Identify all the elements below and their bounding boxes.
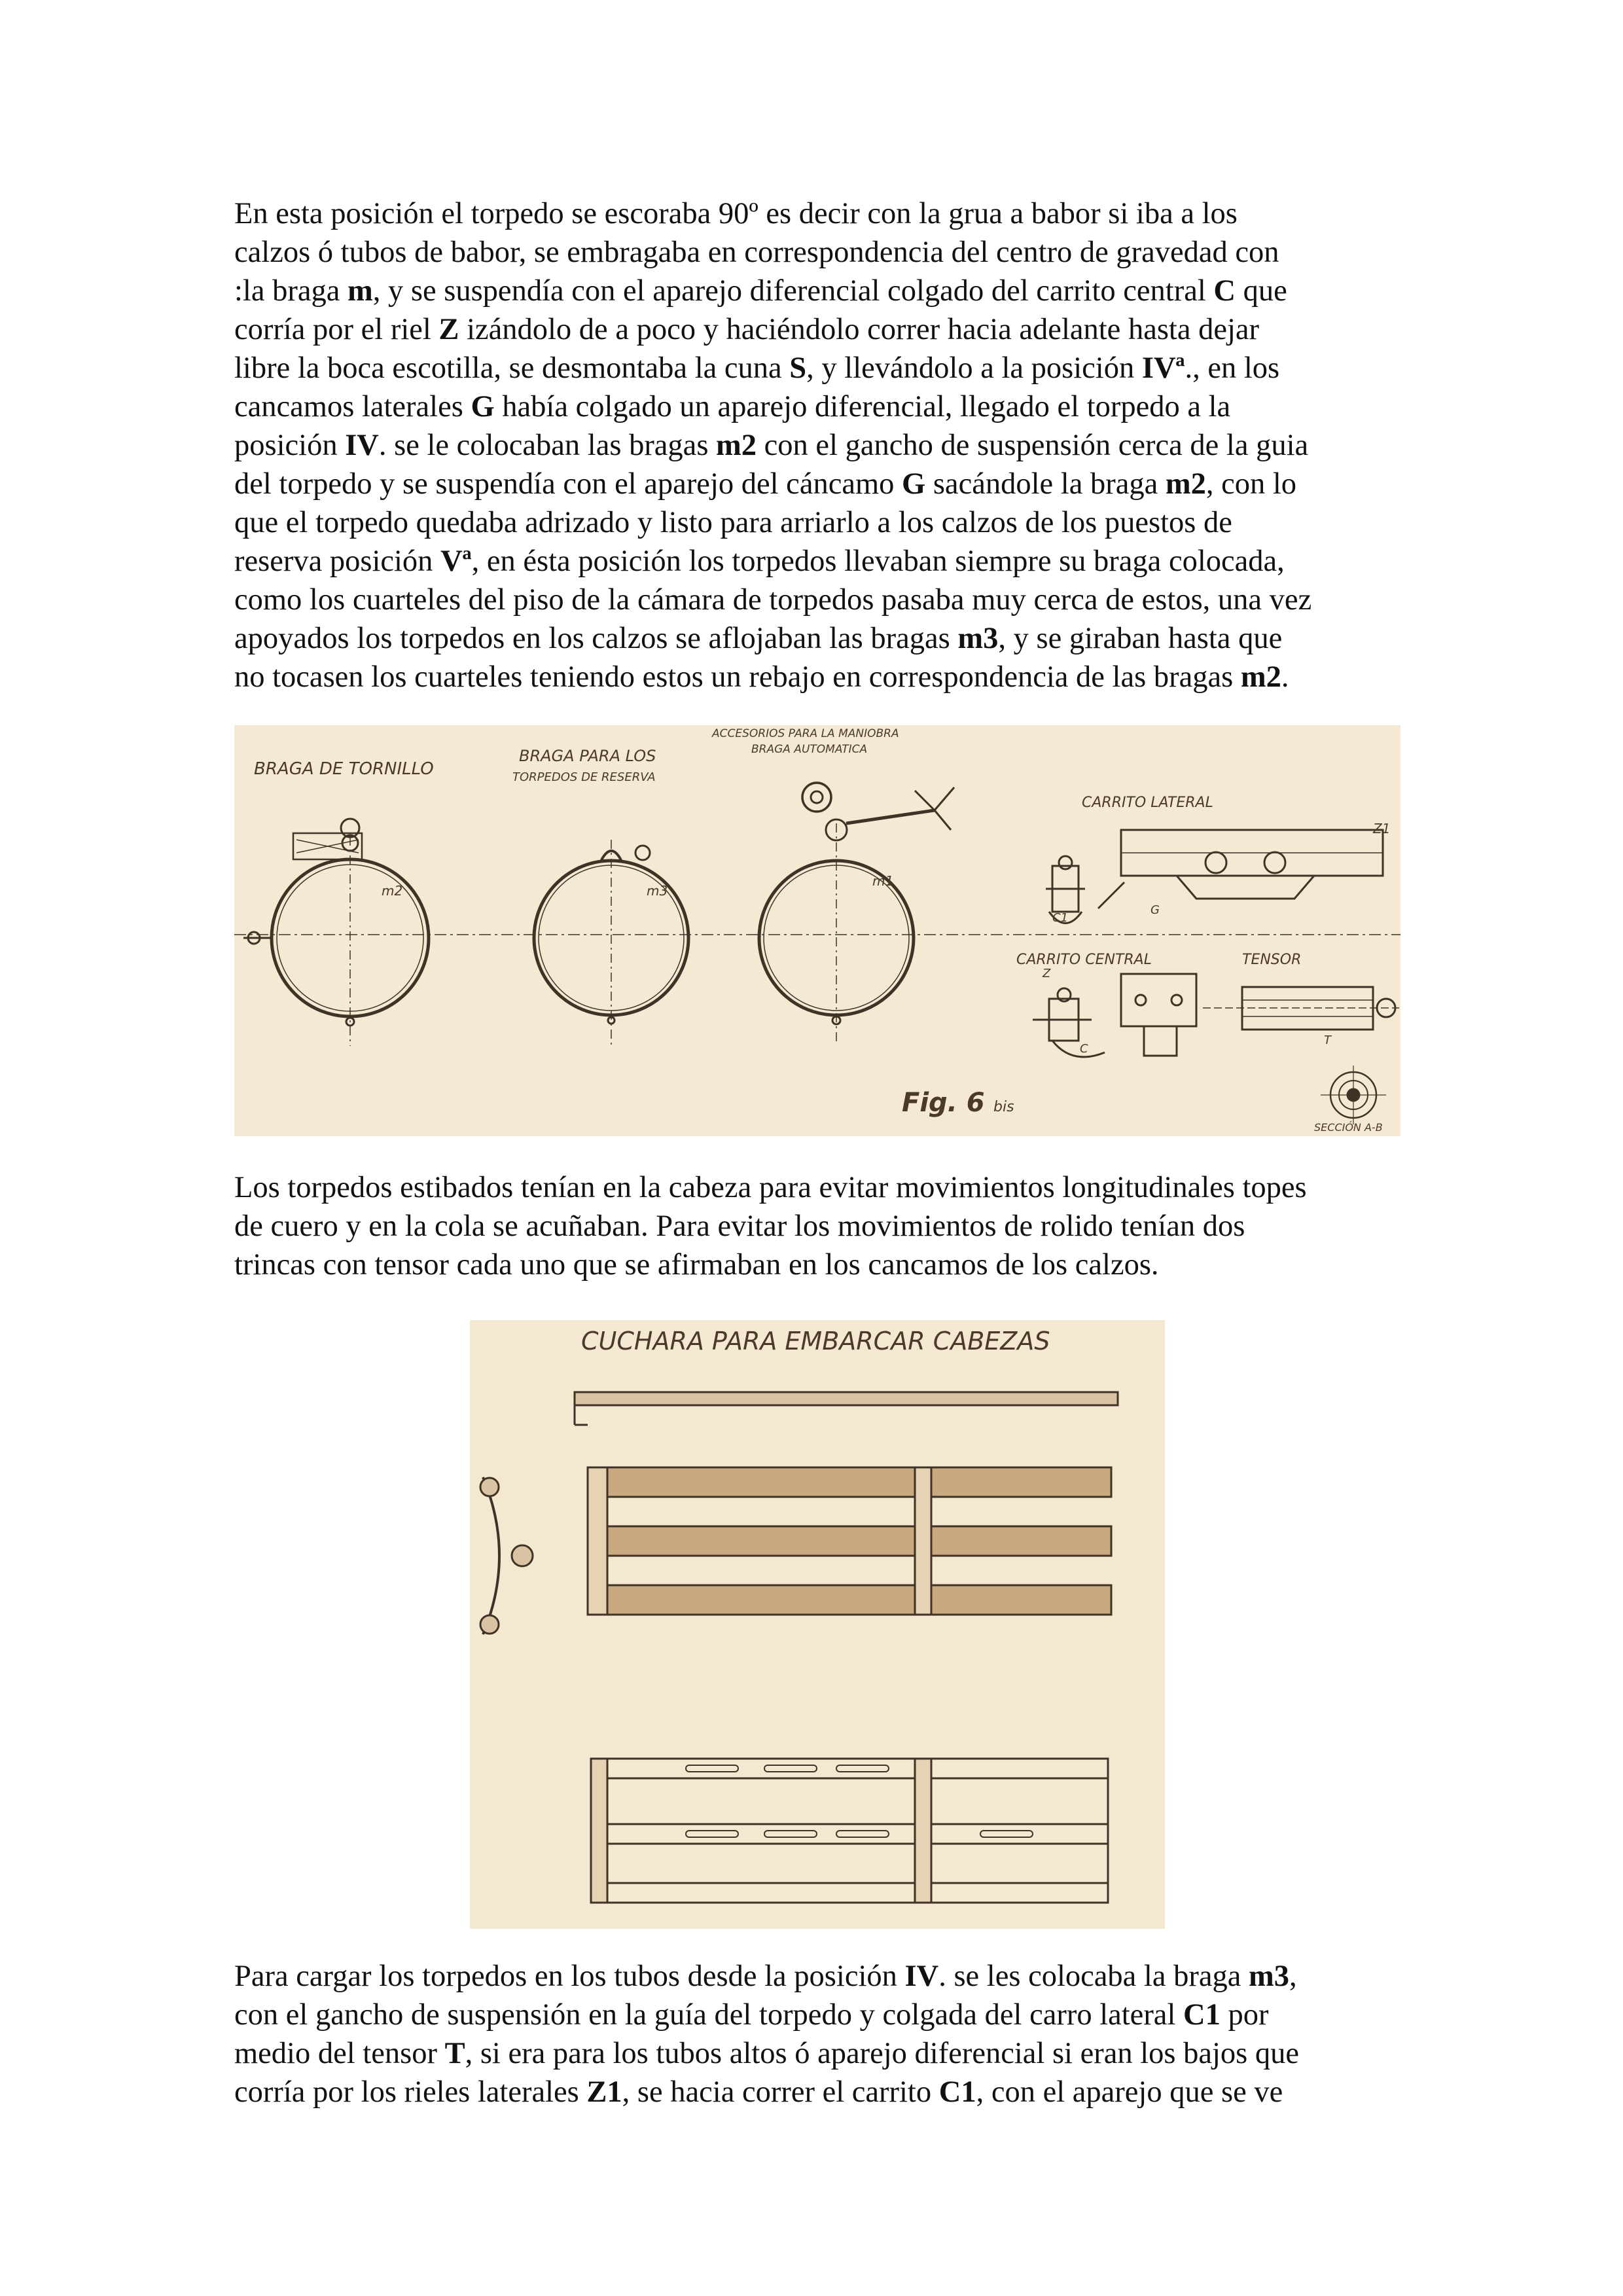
text-line: [234, 349, 1399, 387]
text-run: posición: [234, 429, 346, 462]
bold-reference: m2: [716, 429, 757, 462]
bold-reference: T: [444, 2037, 465, 2070]
text-run: corría por el riel: [234, 313, 439, 346]
label-c1: C1: [1052, 911, 1069, 925]
bold-reference: G: [471, 390, 495, 423]
text-run: con el gancho de suspensión en la guía del torpedo y colgada del carro lateral: [234, 1998, 1183, 2032]
text-run: . se les colocaba la braga: [938, 1960, 1249, 1993]
bold-reference: m3: [1249, 1960, 1289, 1993]
text-run: , y se giraban hasta que: [998, 622, 1283, 655]
bold-reference: m3: [957, 622, 999, 655]
label-braga-reserva-1: BRAGA PARA LOS: [519, 747, 656, 765]
figure-cuchara-drawing: [470, 1320, 1165, 1929]
text-run: , con el aparejo que se ve: [976, 2075, 1283, 2109]
text-run: de cuero y en la cola se acuñaban. Para evitar los movimientos de rolido tenían dos: [234, 1210, 1245, 1243]
paragraph-3: [234, 1957, 1399, 2111]
text-run: , y llevándolo a la posición: [806, 351, 1142, 385]
text-line: [234, 542, 1399, 581]
figure2-title: CUCHARA PARA EMBARCAR CABEZAS: [581, 1327, 1050, 1355]
label-z: Z: [1043, 967, 1051, 980]
text-run: cancamos laterales: [234, 390, 471, 423]
paragraph-1: [234, 194, 1399, 696]
text-run: Los torpedos estibados tenían en la cabeza para evitar movimientos longitudinales topes: [234, 1171, 1307, 1204]
bold-reference: G: [902, 467, 926, 501]
figure-bragas-carritos: [234, 725, 1400, 1136]
paragraph-2: [234, 1168, 1399, 1284]
text-line: [234, 503, 1399, 542]
label-carrito-central: CARRITO CENTRAL: [1016, 952, 1152, 968]
label-m3: m3: [647, 883, 668, 899]
text-run: del torpedo y se suspendía con el aparejo del cáncamo: [234, 467, 902, 501]
figure-bragas-drawing: [234, 725, 1400, 1136]
text-run: había colgado un aparejo diferencial, llegado el torpedo a la: [494, 390, 1231, 423]
text-run: con el gancho de suspensión cerca de la guia: [757, 429, 1309, 462]
label-g: G: [1150, 903, 1160, 917]
text-line: [234, 465, 1399, 503]
text-line: [234, 1996, 1399, 2034]
label-m1: m1: [872, 873, 894, 889]
text-run: .: [1281, 660, 1289, 694]
text-run: por: [1220, 1998, 1269, 2032]
text-run: no tocasen los cuarteles teniendo estos un rebajo en correspondencia de las bragas: [234, 660, 1241, 694]
label-carrito-lateral: CARRITO LATERAL: [1082, 795, 1213, 811]
text-run: , si era para los tubos altos ó aparejo diferencial si eran los bajos que: [465, 2037, 1300, 2070]
fig-number: Fig. 6: [902, 1088, 985, 1118]
text-run: En esta posición el torpedo se escoraba 90º es decir con la grua a babor si iba a los: [234, 197, 1238, 230]
text-line: [234, 387, 1399, 426]
text-line: [234, 1957, 1399, 1996]
label-seccion: SECCIÓN A-B: [1314, 1121, 1383, 1134]
label-t: T: [1324, 1033, 1331, 1047]
text-line: [234, 310, 1399, 349]
text-run: medio del tensor: [234, 2037, 445, 2070]
bold-reference: C1: [1183, 1998, 1221, 2032]
text-run: izándolo de a poco y haciéndolo correr hacia adelante hasta dejar: [459, 313, 1260, 346]
text-line: [234, 1207, 1399, 1246]
text-run: reserva posición: [234, 545, 441, 578]
text-run: libre la boca escotilla, se desmontaba la cuna: [234, 351, 790, 385]
text-run: :la braga: [234, 274, 348, 308]
text-run: Para cargar los torpedos en los tubos desde la posición: [234, 1960, 905, 1993]
text-line: [234, 194, 1399, 233]
label-accesorios-1: ACCESORIOS PARA LA MANIOBRA: [712, 727, 899, 740]
text-line: [234, 1246, 1399, 1284]
bold-reference: C1: [938, 2075, 976, 2109]
text-run: que: [1235, 274, 1287, 308]
text-line: [234, 581, 1399, 619]
text-line: [234, 658, 1399, 696]
text-run: que el torpedo quedaba adrizado y listo para arriarlo a los calzos de los puestos de: [234, 506, 1232, 539]
text-run: , en ésta posición los torpedos llevaban siempre su braga colocada,: [471, 545, 1285, 578]
bold-reference: Z: [438, 313, 459, 346]
bold-reference: S: [789, 351, 807, 385]
text-run: . se le colocaban las bragas: [378, 429, 717, 462]
text-run: , con lo: [1205, 467, 1297, 501]
label-braga-reserva-2: TORPEDOS DE RESERVA: [512, 770, 656, 784]
label-braga-tornillo: BRAGA DE TORNILLO: [254, 759, 434, 779]
text-line: [234, 2073, 1399, 2111]
text-line: [234, 1168, 1399, 1207]
label-z1: Z1: [1373, 821, 1391, 836]
bold-reference: Z1: [586, 2075, 622, 2109]
text-line: [234, 272, 1399, 310]
text-line: [234, 233, 1399, 272]
bold-reference: C: [1213, 274, 1236, 308]
label-c: C: [1080, 1042, 1088, 1056]
label-tensor: TENSOR: [1242, 952, 1302, 968]
label-m2: m2: [382, 883, 403, 899]
text-run: , y se suspendía con el aparejo diferencial colgado del carrito central: [372, 274, 1214, 308]
text-run: corría por los rieles laterales: [234, 2075, 587, 2109]
bold-reference: Vª: [440, 545, 472, 578]
label-accesorios-2: BRAGA AUTOMATICA: [751, 743, 868, 756]
bold-reference: m2: [1240, 660, 1281, 694]
text-line: [234, 619, 1399, 658]
text-run: , se hacia correr el carrito: [622, 2075, 939, 2109]
text-run: apoyados los torpedos en los calzos se aflojaban las bragas: [234, 622, 958, 655]
bold-reference: m: [348, 274, 373, 308]
text-run: calzos ó tubos de babor, se embragaba en correspondencia del centro de gravedad con: [234, 236, 1279, 269]
text-run: trincas con tensor cada uno que se afirmaban en los cancamos de los calzos.: [234, 1248, 1159, 1282]
text-line: [234, 2034, 1399, 2073]
text-line: [234, 426, 1399, 465]
bold-reference: m2: [1165, 467, 1206, 501]
bold-reference: IV: [904, 1960, 939, 1993]
bold-reference: IV: [345, 429, 379, 462]
text-run: ., en los: [1185, 351, 1280, 385]
figure-cuchara: [470, 1320, 1165, 1929]
bold-reference: IVª: [1141, 351, 1185, 385]
text-run: ,: [1289, 1960, 1297, 1993]
fig-suffix: bis: [993, 1099, 1014, 1115]
text-run: sacándole la braga: [925, 467, 1166, 501]
text-run: como los cuarteles del piso de la cámara de torpedos pasaba muy cerca de estos, una vez: [234, 583, 1312, 617]
